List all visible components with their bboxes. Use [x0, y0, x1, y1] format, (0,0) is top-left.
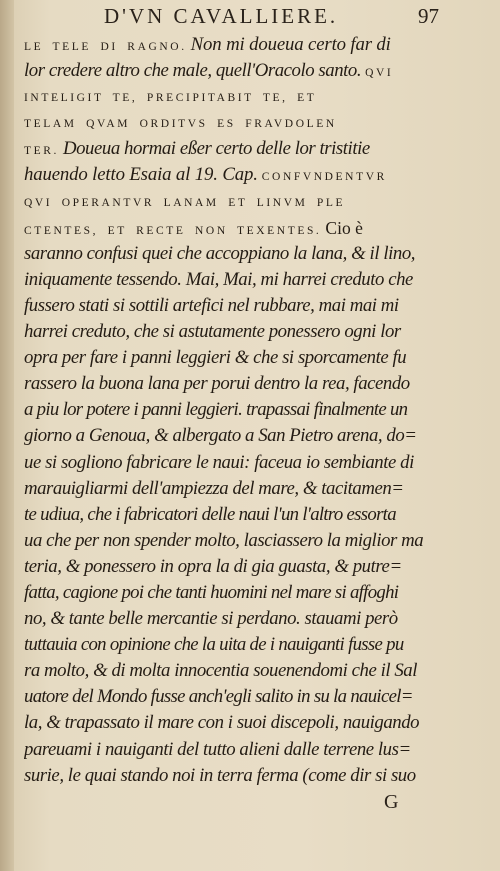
italic-run: hauendo letto Esaia al 19. Cap. — [24, 164, 258, 186]
italic-run: te udiua, che i fabricatori delle naui l'un l'altro essorta — [24, 503, 396, 525]
italic-run: saranno confusi quei che accoppiano la lana, & il lino, — [24, 242, 416, 264]
small-caps-run: CTENTES, ET RECTE NON TEXENTES. — [24, 224, 322, 237]
italic-run: ua che per non spender molto, lasciassero la miglior ma — [24, 529, 424, 551]
text-line — [24, 450, 472, 476]
italic-run: opra per fare i panni leggieri & che si sporcamente fu — [24, 347, 407, 369]
italic-run: Non mi doueua certo far di — [190, 34, 391, 55]
text-line — [24, 293, 472, 319]
italic-run: la, & trapassato il mare con i suoi discepoli, nauigando — [24, 712, 420, 734]
page-edge — [0, 0, 14, 871]
text-line — [24, 476, 472, 502]
text-line — [24, 84, 472, 110]
text-line — [24, 606, 472, 632]
text-line — [24, 241, 472, 267]
small-caps-run: TELAM QVAM ORDITVS ES FRAVDOLEN — [24, 118, 337, 131]
text-line — [24, 737, 472, 763]
text-line — [24, 554, 472, 580]
text-line — [24, 423, 472, 449]
text-line — [24, 319, 472, 345]
text-line — [24, 215, 472, 241]
running-title: D'VN CAVALLIERE. — [104, 4, 339, 28]
italic-run: lor credere altro che male, quell'Oracolo santo. — [24, 60, 362, 82]
text-line — [24, 58, 472, 84]
italic-run: tuttauia con opinione che la uita de i nauiganti fusse pu — [24, 634, 404, 656]
italic-run: a piu lor potere i panni leggieri. trapassai finalmente un — [24, 399, 408, 421]
italic-run: harrei creduto, che si astutamente ponessero ogni lor — [24, 321, 401, 343]
text-line — [24, 136, 472, 162]
italic-run: ue si sogliono fabricare le naui: faceua io sembiante di — [24, 451, 414, 473]
text-line — [24, 658, 472, 684]
italic-run: rassero la buona lana per porui dentro la rea, facendo — [24, 373, 410, 395]
text-line — [24, 110, 472, 136]
small-caps-run: QVI OPERANTVR LANAM ET LINVM PLE — [24, 196, 346, 209]
text-line — [24, 684, 472, 710]
text-line — [24, 371, 472, 397]
italic-run: uatore del Mondo fusse anch'egli salito in su la nauicel= — [24, 686, 413, 708]
text-line — [24, 345, 472, 371]
italic-run: surie, le quai stando noi in terra ferma (come dir si suo — [24, 764, 416, 786]
italic-run: fussero stati si sottili artefici nel rubbare, mai mai mi — [24, 294, 399, 316]
text-line — [24, 710, 472, 736]
italic-run: iniquamente tessendo. Mai, Mai, mi harrei creduto che — [24, 268, 413, 290]
small-caps-run: QVI — [365, 67, 394, 80]
text-line — [24, 580, 472, 606]
text-line — [24, 763, 472, 789]
page-header — [0, 4, 500, 30]
italic-run: fatta, cagione poi che tanti huomini nel mare si affoghi — [24, 581, 399, 603]
italic-run: giorno a Genoua, & albergato a San Pietro arena, do= — [24, 425, 417, 447]
small-caps-run: INTELIGIT TE, PRECIPITABIT TE, ET — [24, 92, 317, 105]
italic-run: marauigliarmi dell'ampiezza del mare, & tacitamen= — [24, 477, 404, 499]
italic-run: teria, & ponessero in opra la di gia guasta, & putre= — [24, 555, 402, 577]
text-line — [24, 397, 472, 423]
small-caps-run: LE TELE DI RAGNO. — [24, 41, 187, 53]
text-line — [24, 528, 472, 554]
text-line — [24, 32, 472, 58]
text-line — [24, 267, 472, 293]
text-line — [24, 162, 472, 188]
signature-mark: G — [384, 791, 399, 813]
small-caps-run: TER. — [24, 145, 59, 158]
roman-run: Cio è — [325, 217, 363, 238]
italic-run: pareuami i nauiganti del tutto alieni dalle terrene lus= — [24, 738, 411, 760]
small-caps-run: CONFVNDENTVR — [261, 171, 387, 184]
italic-run: no, & tante belle mercantie si perdano. stauami però — [24, 608, 398, 630]
body-text — [24, 32, 472, 789]
italic-run: ra molto, & di molta innocentia souenendomi che il Sal — [24, 660, 418, 682]
text-line — [24, 632, 472, 658]
text-line — [24, 502, 472, 528]
page-number: 97 — [418, 4, 439, 28]
italic-run: Doueua hormai eßer certo delle lor tristitie — [63, 138, 370, 160]
text-line — [24, 189, 472, 215]
